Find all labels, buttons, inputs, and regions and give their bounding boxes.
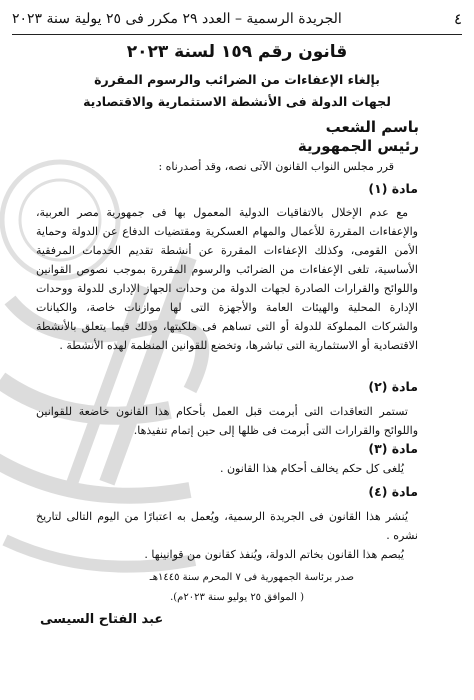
article-4-text: يُنشر هذا القانون فى الجريدة الرسمية، ويُعمل به اعتبارًا من اليوم التالى لتاريخ نشره . (36, 510, 418, 542)
issued-date: صدر برئاسة الجمهورية فى ٧ المحرم سنة ١٤٤٥هـ (149, 572, 354, 583)
president-title: رئيس الجمهورية (297, 137, 419, 155)
article-1-text: مع عدم الإخلال بالاتفاقيات الدولية المعمول بها فى جمهورية مصر العربية، والإعفاءات المقررة للأعمال والمهام العسكرية ومقتضيات الدفاع عن الدولة وحماية الأمن القومى، وكذلك الإعفاءات المقررة عن أنشطة تقديم الخدمات المرفقية الأساسية، تلغى الإعفاءات من الضرائب والرسوم المقررة بموجب نصوص القوانين واللوائح والقرارات الصادرة لجهات الدولة من وحدات الجهاز الإدارى للدولة ووحدات الإدارة المحلية والهيئات العامة والأجهزة التى لها موازنات خاصة، والكيانات والشركات المملوكة للدولة أو التى تساهم فى ملكيتها، وذلك فيما يتعلق بالأنشطة الاقتصادية أو الاستثمارية التى تباشرها، وتخضع للقوانين المنظمة لهذه الأنشطة . (36, 206, 418, 352)
article-2-heading: مادة (٢) (368, 379, 418, 394)
law-subtitle-line-1: بإلغاء الإعفاءات من الضرائب والرسوم المقررة (94, 72, 380, 87)
preamble: قرر مجلس النواب القانون الآتى نصه، وقد أصدرناه : (158, 160, 394, 173)
gazette-issue-line: الجريدة الرسمية – العدد ٢٩ مكرر فى ٢٥ يولية سنة ٢٠٢٣ (12, 11, 342, 27)
corresponding-date: ( الموافق ٢٥ يوليو سنة ٢٠٢٣م). (170, 592, 304, 603)
article-4-heading: مادة (٤) (368, 484, 418, 499)
page-header (12, 8, 462, 35)
article-3-text: يُلغى كل حكم يخالف أحكام هذا القانون . (219, 462, 404, 475)
name-of-people: باسم الشعب (325, 118, 419, 136)
law-subtitle-line-2: لجهات الدولة فى الأنشطة الاستثمارية والاقتصادية (83, 94, 391, 109)
law-title: قانون رقم ١٥٩ لسنة ٢٠٢٣ (126, 42, 348, 62)
article-1-heading: مادة (١) (368, 181, 418, 196)
page-number: ٤ (453, 10, 462, 28)
seal-statement: يُبصم هذا القانون بخاتم الدولة، ويُنفذ كقانون من قوانينها . (144, 548, 404, 561)
article-2-text: تستمر التعاقدات التى أبرمت قبل العمل بأحكام هذا القانون خاضعة للقوانين واللوائح والقرارات التى أبرمت فى ظلها إلى حين إتمام تنفيذها. (36, 405, 418, 437)
president-signature: عبد الفتاح السيسى (40, 612, 164, 627)
article-3-heading: مادة (٣) (368, 441, 418, 456)
